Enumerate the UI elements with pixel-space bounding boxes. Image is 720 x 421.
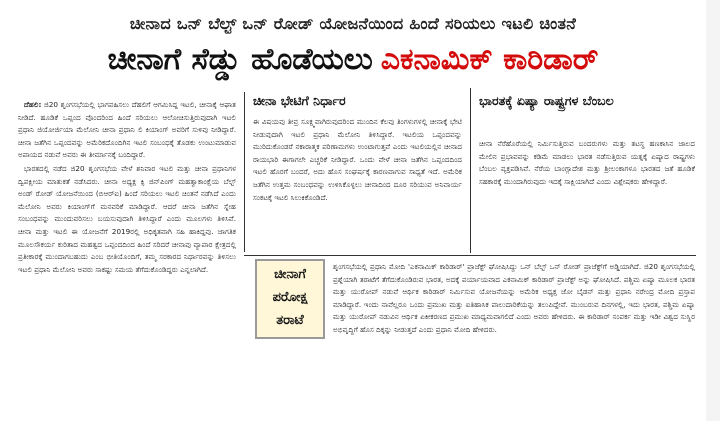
article-corridor-text: ಶೃಂಗಸಭೆಯಲ್ಲಿ ಪ್ರಧಾನಿ ಮೋದಿ 'ಎಕನಾಮಿಕ್ ಕಾರಿಡಾರ್' ಪ್ರಾಜೆಕ್ಟ್ ಘೋಷಿಸಿದ್ದು ಒನ್ ಬೆಲ್ಟ್ ಒನ್ ರೋಡ್ ಪ್ರಾಜೆಕ್ಟ್‌ಗೆ ಅಡ್ಡಿಯಾಗಿದೆ. ಜಿ20 ಶೃಂಗಸಭೆಯಲ್ಲಿ ಪ್ರಶ್ನೆಯಾಗಿ ತರಾಟೆಗೆ ತೆಗೆದುಕೊಂಡಿರುವ ಭಾರತ, ಅದಕ್ಕೆ ಪರ್ಯಾಯವಾದ ಎಕನಾಮಿಕ್ ಕಾರಿಡಾರ್ ಪ್ರಾಜೆಕ್ಟ್ ಅನ್ನು ಘೋಷಿಸಿದೆ. ಪಶ್ಚಿಮ ಏಷ್ಯಾ ಮೂಲಕ ಭಾರತ ಮತ್ತು ಯುರೋಪ್ ನಡುವೆ ಆರ್ಥಿಕ ಕಾರಿಡಾರ್ ನಿರ್ಮಿಸುವ ಯೋಜನೆಯನ್ನು ಅಮೆರಿಕ ಅಧ್ಯಕ್ಷ ಜೋ ಬೈಡನ್ ಮತ್ತು ಪ್ರಧಾನಿ ನರೇಂದ್ರ ಮೋದಿ ಪ್ರಸ್ತಾಪ ಮಾಡಿದ್ದಾರೆ. ಇಂದು ನಾವೆಲ್ಲರೂ ಒಂದು ಪ್ರಮುಖ ಮತ್ತು ಐತಿಹಾಸಿಕ ಪಾಲುದಾರಿಕೆಯನ್ನು ತಲುಪಿದ್ದೇವೆ. ಮುಂಬರುವ ದಿನಗಳಲ್ಲಿ, ಇದು ಭಾರತ, ಪಶ್ಚಿಮ ಏಷ್ಯಾ ಮತ್ತು ಯುರೋಪ್ ನಡುವಿನ ಆರ್ಥಿಕ ಏಕೀಕರಣದ ಪ್ರಮುಖ ಮಾಧ್ಯಮವಾಗಲಿದೆ ಎಂದು ಅವರು ಹೇಳಿದರು. ಈ ಕಾರಿಡಾರ್ ಸಂಪರ್ಕ ಮತ್ತು ಇಡೀ ವಿಶ್ವದ ಸುಸ್ಥಿರ ಅಭಿವೃದ್ಧಿಗೆ ಹೊಸ ದಿಕ್ಕನ್ನು ನೀಡುತ್ತದೆ ಎಂದು ಪ್ರಧಾನಿ ಮೋದಿ ಹೇಳಿದರು. bbox=[333, 262, 695, 334]
column-divider bbox=[244, 92, 245, 252]
headline-part-red: ಎಕನಾಮಿಕ್ ಕಾರಿಡಾರ್ bbox=[380, 42, 599, 77]
headline bbox=[0, 38, 706, 82]
paragraph-lead bbox=[18, 99, 236, 162]
dateline: ದೆಹಲಿ: bbox=[24, 100, 42, 109]
paragraph-second: ಭಾರತದಲ್ಲಿ ನಡೆದ ಜಿ20 ಶೃಂಗಸಭೆಯ ವೇಳೆ ಶನಿವಾರ ಇಟಲಿ ಮತ್ತು ಚೀನಾ ಪ್ರಧಾನಿಗಳ ದ್ವಿಪಕ್ಷೀಯ ಮಾತುಕತೆ ನಡೆಸಿದರು. ಚೀನಾ ಅಧ್ಯಕ್ಷ ಕ್ಸಿ ಜಿನ್‌ಪಿಂಗ್ ಮಹತ್ವಾಕಾಂಕ್ಷೆಯ ಬೆಲ್ಟ್ ಅಂಡ್ ರೋಡ್ ಯೋಜನೆಯಿಂದ (ಬಿಆರ್‌ಐ) ಹಿಂದೆ ಸರಿಯಲು ಇಟಲಿ ಚಿಂತನೆ ನಡೆಸಿದೆ ಎಂದು ಮೆಲೋನಿ ಅವರು ಕಿಯಾಂಗ್‌ಗೆ ಮನವರಿಕೆ ಮಾಡಿದ್ದಾರೆ. ಆದರೆ ಚೀನಾ ಜತೆಗಿನ ಸ್ನೇಹ ಸಂಬಂಧವನ್ನು ಮುಂದುವರಿಸಲು ಬಯಸುವುದಾಗಿ ತಿಳಿಸಿದ್ದಾರೆ ಎಂದು ಮೂಲಗಳು ತಿಳಿಸಿವೆ. ಚೀನಾ ಮತ್ತು ಇಟಲಿ ಈ ಯೋಜನೆಗೆ 2019ರಲ್ಲಿ ಅಧಿಕೃತವಾಗಿ ಸಹಿ ಹಾಕಿದ್ದವು. ಜಾಗತಿಕ ಮೂಲಸೌಕರ್ಯ ಕುರಿತಾದ ಮಹತ್ವದ ಒಪ್ಪಂದದಿಂದ ಹಿಂದೆ ಸರಿದರೆ ಚೀನಾವು ವ್ಯಾಪಾರ ಕ್ಷೇತ್ರದಲ್ಲಿ ಪ್ರತೀಕಾರಕ್ಕೆ ಮುಂದಾಗಬಹುದು ಎಂಬ ಭೀತಿಯೊಂದಿಗೆ, ತಮ್ಮ ಸರಕಾರದ ನಿರ್ಧಾರವನ್ನು ತಿಳಿಸಲು ಇಟಲಿ ಪ್ರಧಾನಿ ಮೆಲೋನಿ ಅವರು ಸಾಕಷ್ಟು ಸಮಯ ತೆಗೆದುಕೊಂಡಿದ್ದರು ಎನ್ನಲಾಗಿದೆ. bbox=[18, 163, 236, 274]
column-divider bbox=[470, 88, 471, 253]
subheading-asia-support: ಭಾರತಕ್ಕೆ ಏಷ್ಯಾ ರಾಷ್ಟ್ರಗಳ ಬೆಂಬಲ bbox=[479, 93, 614, 108]
highlight-box bbox=[255, 259, 325, 339]
article-column-china-visit: ಈ ವಿಷಯವು ತೀವ್ರ ಸೂಕ್ಷ್ಮವಾಗಿರುವುದರಿಂದ ಮುಂದಿನ ಕೆಲವು ತಿಂಗಳುಗಳಲ್ಲಿ ಚೀನಾಕ್ಕೆ ಭೇಟಿ ನೀಡುವುದಾಗಿ ಇಟಲಿ ಪ್ರಧಾನಿ ಮೆಲೋನಿ ತಿಳಿಸಿದ್ದಾರೆ. ಇಟಲಿಯ ಒಪ್ಪಂದವನ್ನು ಮುರಿದುಕೊಂಡರೆ ನಕಾರಾತ್ಮಕ ಪರಿಣಾಮಗಳು ಉಂಟಾಗುತ್ತವೆ ಎಂದು ಇಟಲಿಯಲ್ಲಿನ ಚೀನಾದ ರಾಯಭಾರಿ ಈಗಾಗಲೇ ಎಚ್ಚರಿಕೆ ನೀಡಿದ್ದಾರೆ. ಒಂದು ವೇಳೆ ಚೀನಾ ಜತೆಗಿನ ಒಪ್ಪಂದದಿಂದ ಇಟಲಿ ಹೊರಗೆ ಬಂದರೆ, ಅದು ಹೊಸ ಸಂಘರ್ಷಕ್ಕೆ ಕಾರಣವಾಗುವ ಸಾಧ್ಯತೆ ಇದೆ. ಅಮೆರಿಕ ಜತೆಗಿನ ಉತ್ತಮ ಸಂಬಂಧವನ್ನು ಉಳಿಸಿಕೊಳ್ಳಲು ಚೀನಾದಿಂದ ದೂರ ಸರಿಯುವ ಅನಿವಾರ್ಯ ಸಂಕಟಕ್ಕೆ ಇಟಲಿ ಸಿಲುಕಿಕೊಂಡಿದೆ. bbox=[253, 117, 462, 202]
subheading-china-visit: ಚೀನಾ ಭೇಟಿಗೆ ನಿರ್ಧಾರ bbox=[253, 93, 346, 108]
highlight-box-line2: ಪರೋಕ್ಷ bbox=[272, 290, 308, 305]
section-divider bbox=[244, 255, 696, 256]
page-edge bbox=[706, 0, 720, 421]
paragraph-lead-text: ಜಿ20 ಶೃಂಗಸಭೆಯಲ್ಲಿ ಭಾಗವಹಿಸಲು ದೆಹಲಿಗೆ ಆಗಮಿಸಿದ್ದ ಇಟಲಿ, ಚೀನಾಕ್ಕೆ ಆಘಾತ ನೀಡಿದೆ. ಹೂಡಿಕೆ ಒಪ್ಪಂದ ವೊಂದರಿಂದ ಹಿಂದೆ ಸರಿಯಲು ಆಲೋಚಿಸುತ್ತಿರುವುದಾಗಿ ಇಟಲಿ ಪ್ರಧಾನಿ ಜಿಯೋರ್ಜಿಯಾ ಮೆಲೋನಿ ಚೀನಾ ಪ್ರಧಾನಿ ಲಿ ಕಿಯಾಂಗ್ ಅವರಿಗೆ ಸುಳಿವು ನೀಡಿದ್ದಾರೆ. ಚೀನಾ ಜತೆಗಿನ ಒಪ್ಪಂದವನ್ನು ಅಮೆರಿಕದೊಂದಿಗಿನ ಇಟಲಿ ಸಂಬಂಧಕ್ಕೆ ತೊಡಕು ಉಂಟುಮಾಡುವ ಅಪಾಯದ ನಡುವೆ ಅವರು ಈ ತೀರ್ಮಾನಕ್ಕೆ ಬಂದಿದ್ದಾರೆ. bbox=[18, 100, 236, 160]
kicker-line: ಚೀನಾದ ಒನ್ ಬೆಲ್ಟ್ ಒನ್ ರೋಡ್ ಯೋಜನೆಯಿಂದ ಹಿಂದೆ ಸರಿಯಲು ಇಟಲಿ ಚಿಂತನೆ bbox=[129, 14, 577, 33]
highlight-box-line1: ಚೀನಾಗೆ bbox=[274, 267, 306, 282]
highlight-box-line3: ತರಾಟೆ bbox=[276, 313, 304, 328]
article-column-asia-support: ಚೀನಾ ನೆರೆಹೊರೆಯಲ್ಲಿ ನಿರ್ಮಿಸುತ್ತಿರುವ ಬಂದರುಗಳು ಮತ್ತು ತಟಸ್ಥ ಹಣಕಾಸಿನ ಜಾಲದ ಮೇಲಿನ ಪ್ರಭಾವವನ್ನು ಕಡಿಮೆ ಮಾಡಲು ಭಾರತ ನಡೆಸುತ್ತಿರುವ ಯತ್ನಕ್ಕೆ ಏಷ್ಯಾದ ರಾಷ್ಟ್ರಗಳು ಬೆಂಬಲ ವ್ಯಕ್ತಪಡಿಸಿವೆ. ನೆರೆಯ ಬಾಂಗ್ಲಾದೇಶ ಮತ್ತು ಶ್ರೀಲಂಕಾಗಳೂ ಭಾರತದ ಜತೆ ಹೂಡಿಕೆ ಸಹಕಾರಕ್ಕೆ ಮುಂದಾಗಿರುವುದು ಇದಕ್ಕೆ ಸಾಕ್ಷಿಯಾಗಿದೆ ಎಂದು ವಿಶ್ಲೇಷಕರು ಹೇಳಿದ್ದಾರೆ. bbox=[479, 139, 695, 186]
article-column-main bbox=[18, 99, 236, 415]
headline-part-black: ಚೀನಾಗೆ ಸೆಡ್ಡು ಹೊಡೆಯಲು bbox=[107, 42, 373, 77]
